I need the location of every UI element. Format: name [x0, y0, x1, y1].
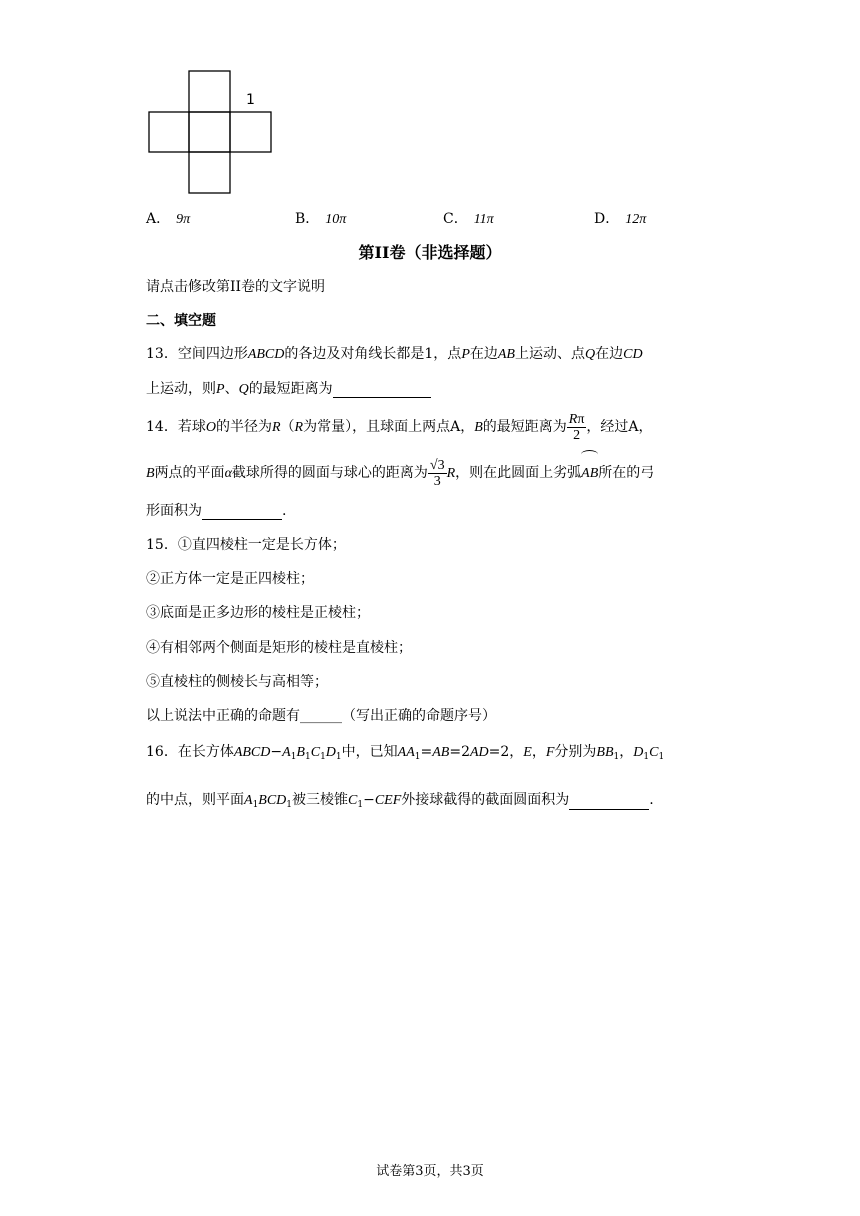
- question-number: 16．: [146, 744, 178, 760]
- section-note: 请点击修改第II卷的文字说明: [146, 279, 326, 295]
- section-title: 第II卷（非选择题）: [358, 243, 502, 262]
- statement-5: ⑤直棱柱的侧棱长与高相等；: [146, 674, 328, 690]
- option-value: 12π: [625, 212, 647, 227]
- answer-blank[interactable]: [202, 503, 282, 520]
- option-letter: D．: [594, 211, 620, 227]
- question-number: 14．: [146, 419, 178, 435]
- question-13-line2: 上运动，则P、Q的最短距离为: [146, 378, 431, 398]
- question-15-tail: 以上说法中正确的命题有______（写出正确的命题序号）: [146, 708, 496, 724]
- part-title: 二、填空题: [146, 313, 216, 329]
- question-16-line1: 16．在长方体$ABCD-A_1B_1C_1D_1$中，已知$AA_1=AB=2AD=2$，E，F分别为$BB_1$，$D_1C_1$: [146, 744, 665, 762]
- question-number: 15．: [146, 537, 178, 553]
- question-13-line1: 13．空间四边形ABCD的各边及对角线长都是1，点P在边AB上运动、点Q在边CD: [146, 346, 643, 362]
- statement-1: ①直四棱柱一定是长方体；: [177, 537, 346, 553]
- option-c: [443, 208, 494, 228]
- option-b: [295, 208, 346, 228]
- option-value: 9π: [176, 212, 191, 227]
- question-14-line2: B两点的平面α截球所得的圆面与球心的距离为 $\frac{√3}{3}$ R，则在此圆面上劣弧AB所在的弓: [146, 453, 654, 493]
- figure-label: 1: [246, 92, 255, 108]
- option-letter: A．: [146, 211, 171, 227]
- question-number: 13．: [146, 346, 178, 362]
- answer-blank[interactable]: [333, 381, 431, 398]
- answer-blank[interactable]: [569, 793, 649, 810]
- question-15-line1: [146, 534, 346, 554]
- question-14-line1: 14．若球O的半径为R（R为常量），且球面上两点A，B的最短距离为 $\frac{R\pi}{2}$ ，经过A，: [146, 411, 653, 443]
- page-footer: 试卷第3页，共3页: [376, 1164, 484, 1179]
- fraction-r-pi-over-2: $\frac{R\pi}{2}$: [568, 411, 585, 443]
- option-letter: B．: [295, 211, 320, 227]
- fraction-sqrt3-over-3: $\frac{√3}{3}$: [429, 457, 445, 489]
- option-letter: C．: [443, 211, 468, 227]
- option-d: [594, 208, 646, 228]
- arc-ab: AB: [581, 454, 598, 494]
- option-value: 11π: [473, 212, 494, 227]
- statement-4: ④有相邻两个侧面是矩形的棱柱是直棱柱；: [146, 640, 412, 656]
- cube-net-figure: [140, 62, 280, 198]
- option-value: 10π: [325, 212, 347, 227]
- question-14-line3: 形面积为 .: [146, 503, 287, 519]
- option-a: [146, 208, 190, 228]
- statement-3: ③底面是正多边形的棱柱是正棱柱；: [146, 605, 370, 621]
- statement-2: ②正方体一定是正四棱柱；: [146, 571, 314, 587]
- question-16-line2: 的中点，则平面$A_1BCD_1$被三棱锥$C_1-CEF$外接球截得的截面圆面积为 .: [146, 792, 654, 810]
